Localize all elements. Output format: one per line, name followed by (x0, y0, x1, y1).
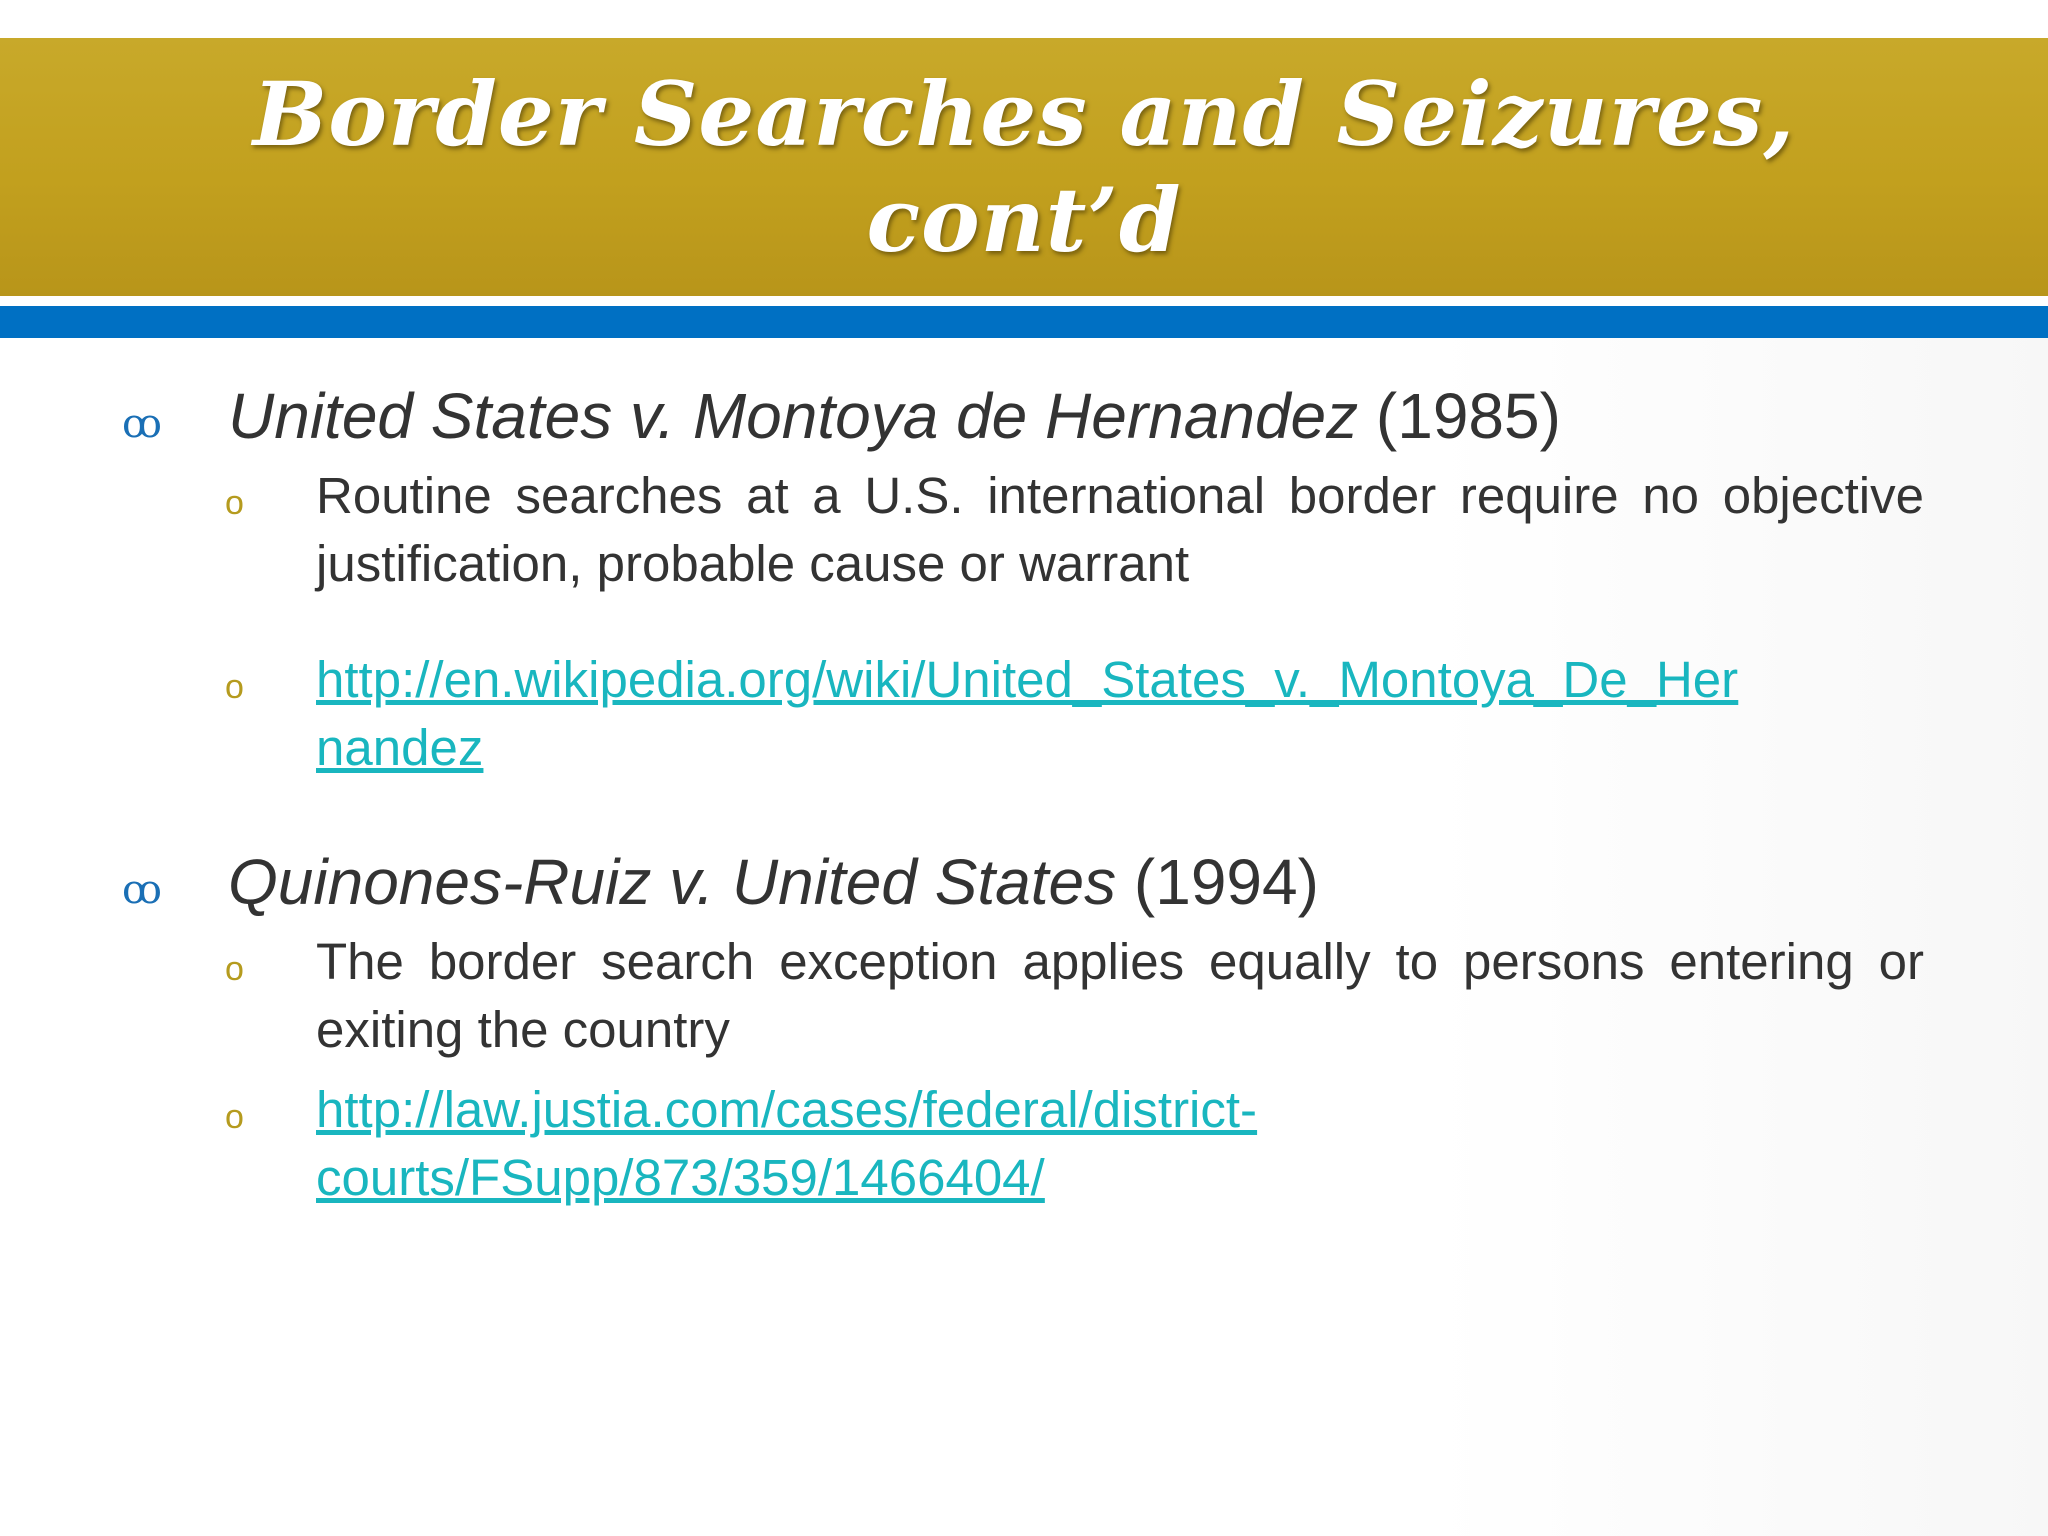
slide-title-line-1: Border Searches and Seizures, (252, 62, 1796, 166)
blue-divider (0, 306, 2048, 338)
case-point-text: The border search exception applies equally to persons entering or exiting the country (316, 933, 1924, 1058)
case-year: (1985) (1375, 380, 1561, 452)
case-link-line-1[interactable]: http://en.wikipedia.org/wiki/United_States_v._Montoya_De_Her (316, 651, 1739, 708)
case-name: Quinones-Ruiz v. United States (228, 846, 1117, 918)
case-link[interactable] (316, 1076, 1924, 1212)
slide-title-line-2: cont’d (866, 168, 1182, 272)
case-link-line-2[interactable]: courts/FSupp/873/359/1466404/ (316, 1149, 1045, 1206)
case-heading (228, 844, 1319, 920)
case-link[interactable] (316, 646, 1924, 782)
swirl-bullet-icon: ꝏ (122, 867, 162, 913)
circle-bullet-icon: o (225, 1098, 244, 1136)
circle-bullet-icon: o (225, 668, 244, 706)
case-point-text: Routine searches at a U.S. international border require no objective justification, probable cause or warrant (316, 467, 1924, 592)
circle-bullet-icon: o (225, 950, 244, 988)
slide-title (0, 38, 2048, 296)
case-year: (1994) (1133, 846, 1319, 918)
divider-gap (0, 296, 2048, 306)
title-band (0, 38, 2048, 296)
case-link-line-2[interactable]: nandez (316, 719, 484, 776)
circle-bullet-icon: o (225, 484, 244, 522)
case-name: United States v. Montoya de Hernandez (228, 380, 1359, 452)
swirl-bullet-icon: ꝏ (122, 401, 162, 447)
case-heading (228, 378, 1561, 454)
slide-content (0, 338, 2048, 1536)
case-link-line-1[interactable]: http://law.justia.com/cases/federal/district- (316, 1081, 1258, 1138)
